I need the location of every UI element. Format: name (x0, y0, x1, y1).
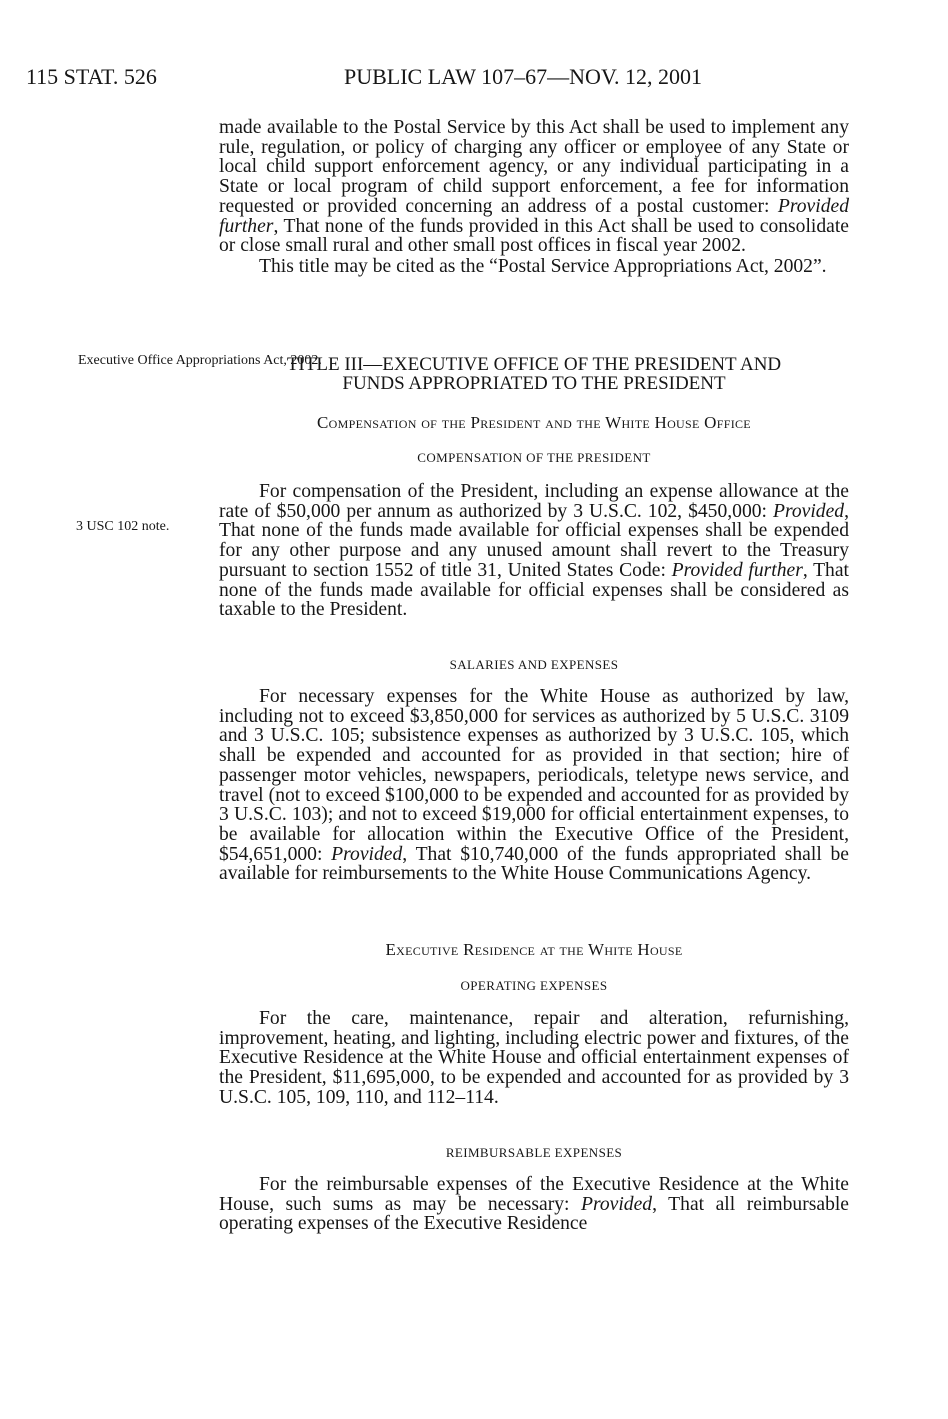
salaries-paragraph: For necessary expenses for the White House as authorized by law, including not to exceed $3,850,000 for services as authorized by 5 U.S.C. 3109 and 3 U.S.C. 105; subsistence expenses as authorized by 3 U.S.C. 105, which shall be expended and accounted for as provided in that section; hire of passenger motor vehicles, newspapers, periodicals, teletype news service, and travel (not to exceed $100,000 to be expended and accounted for as provided by 3 U.S.C. 103); and not to exceed $19,000 for official entertainment expenses, to be available for allocation within the Executive Office of the President, $54,651,000: Provided, That $10,740,000 of the funds appropriated shall be available for reimbursements to the White House Communications Agency. (219, 686, 850, 885)
compensation-subheading: COMPENSATION OF THE PRESIDENT (417, 450, 651, 465)
short-title-paragraph: This title may be cited as the “Postal Service Appropriations Act, 2002”. (259, 255, 827, 277)
operating-paragraph: For the care, maintenance, repair and alteration, refurnishing, improvement, heating, and lighting, including electric power and fixtures, of the Executive Residence at the White House and official entertainment expenses of the President, $11,695,000, to be expended and accounted for as provided by 3 U.S.C. 105, 109, 110, and 112–114. (219, 1008, 849, 1108)
reimbursable-section (219, 1175, 849, 1234)
margin-note-usc: 3 USC 102 note. (76, 519, 170, 534)
compensation-section (219, 482, 849, 620)
title-line-2: FUNDS APPROPRIATED TO THE PRESIDENT (342, 373, 726, 394)
continued-section (219, 118, 849, 277)
page-header (26, 64, 916, 94)
margin-note-executive-office: Executive Office Appropriations Act, 2002. (78, 353, 322, 368)
compensation-section-heading: Compensation of the President and the White House Office (317, 413, 751, 432)
operating-subheading: OPERATING EXPENSES (460, 978, 608, 993)
statute-page-number: 115 STAT. 526 (26, 64, 157, 89)
reimbursable-paragraph: For the reimbursable expenses of the Executive Residence at the White House, such sums as may be necessary: Provided, That all reimbursable operating expenses of the Executive Residence (219, 1174, 850, 1235)
salaries-section (219, 687, 849, 884)
residence-section-heading: Executive Residence at the White House (385, 940, 683, 959)
title-iii-heading (219, 355, 849, 393)
running-head: PUBLIC LAW 107–67—NOV. 12, 2001 (344, 64, 702, 89)
compensation-paragraph: For compensation of the President, including an expense allowance at the rate of $50,000 per annum as authorized by 3 U.S.C. 102, $450,000: Provided, That none of the funds made available for official expenses shall be expended for any other purpose and any unused amount shall revert to the Treasury pursuant to section 1552 of title 31, United States Code: Provided further, That none of the funds made available for official expenses shall be considered as taxable to the President. (219, 481, 849, 621)
continued-paragraph: made available to the Postal Service by this Act shall be used to implement any rule, regulation, or policy of charging any officer or employee of any State or local child support enforcement agency, or any individual participating in a State or local program of child support enforcement, a fee for information requested or provided concerning an address of a postal customer: Provided further, That none of the funds provided in this Act shall be used to consolidate or close small rural and other small post offices in fiscal year 2002. (219, 117, 849, 257)
salaries-subheading: SALARIES AND EXPENSES (449, 657, 619, 672)
operating-section (219, 1009, 849, 1108)
title-line-1: TITLE III—EXECUTIVE OFFICE OF THE PRESIDENT AND (286, 354, 782, 375)
reimbursable-subheading: REIMBURSABLE EXPENSES (445, 1145, 623, 1160)
